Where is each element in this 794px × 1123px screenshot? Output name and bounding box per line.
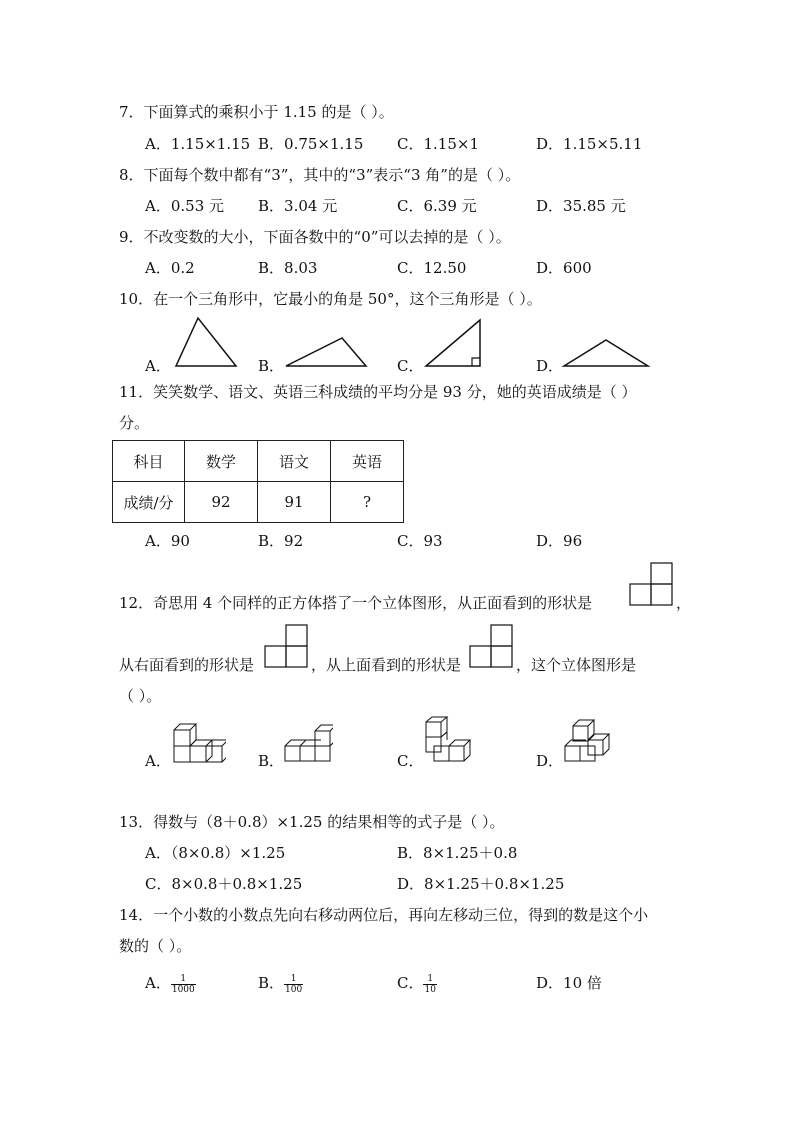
- q11-option-b: B．92: [258, 532, 304, 550]
- q12-front-view-icon: [629, 562, 675, 607]
- question-13-stem: 13．得数与（8＋0.8）×1.25 的结果相等的式子是（ ）。: [119, 813, 505, 831]
- table-cell-score-label: 成绩/分: [113, 482, 185, 523]
- q9-option-a: A．0.2: [145, 259, 195, 277]
- q9-option-b: B．8.03: [258, 259, 318, 277]
- table-cell-english-score: ?: [331, 482, 404, 523]
- q13-option-b: B．8×1.25＋0.8: [397, 844, 518, 862]
- q14-option-b-label: B．: [258, 974, 285, 992]
- q7-option-a: A．1.15×1.15: [145, 135, 251, 153]
- q7-option-d: D．1.15×5.11: [536, 135, 643, 153]
- q10-option-c: C．: [397, 357, 424, 375]
- q10-triangle-d: [560, 336, 654, 370]
- q10-triangle-c-right-angle: [422, 316, 488, 370]
- q12-cube-figure-b: [283, 716, 333, 766]
- q9-option-d: D．600: [536, 259, 592, 277]
- fraction-one-thousandth: $\frac{1}{1000}$: [171, 973, 195, 995]
- question-9-stem: 9．不改变数的大小，下面各数中的“0”可以去掉的是（ ）。: [119, 228, 511, 246]
- q14-option-b: [258, 973, 303, 995]
- q11-score-table: [112, 440, 404, 523]
- question-12-stem-line1-end: ，: [676, 594, 692, 612]
- q12-right-view-icon: [264, 624, 310, 669]
- question-7-stem: 7．下面算式的乘积小于 1.15 的是（ ）。: [119, 103, 394, 121]
- table-header-english: 英语: [331, 441, 404, 482]
- q7-option-c: C．1.15×1: [397, 135, 479, 153]
- q10-triangle-a: [172, 316, 242, 370]
- q14-option-a: [145, 973, 196, 995]
- table-header-chinese: 语文: [258, 441, 331, 482]
- q12-option-d: D．: [536, 752, 564, 770]
- question-10-stem: 10．在一个三角形中，它最小的角是 50°，这个三角形是（ ）。: [119, 290, 542, 308]
- table-row: [113, 482, 404, 523]
- q8-option-a: A．0.53 元: [145, 197, 224, 215]
- question-11-stem-line2: 分。: [119, 414, 150, 432]
- q12-cube-figure-d: [561, 716, 611, 766]
- q10-option-b: B．: [258, 357, 285, 375]
- q14-option-c: [397, 973, 437, 995]
- table-cell-chinese-score: 91: [258, 482, 331, 523]
- question-14-stem-line2: 数的（ ）。: [119, 937, 192, 955]
- question-14-stem-line1: 14．一个小数的小数点先向右移动两位后，再向左移动三位，得到的数是这个小: [119, 906, 649, 924]
- question-8-stem: 8．下面每个数中都有“3”，其中的“3”表示“3 角”的是（ ）。: [119, 166, 521, 184]
- q14-option-d: D．10 倍: [536, 974, 602, 992]
- q12-top-view-icon: [469, 624, 515, 669]
- q14-option-a-label: A．: [145, 974, 171, 992]
- fraction-one-tenth: $\frac{1}{10}$: [424, 973, 436, 995]
- q12-option-c: C．: [397, 752, 424, 770]
- q7-option-b: B．0.75×1.15: [258, 135, 364, 153]
- q8-option-c: C．6.39 元: [397, 197, 477, 215]
- question-12-stem-line3: （ ）。: [119, 687, 162, 705]
- q11-option-a: A．90: [145, 532, 190, 550]
- question-11-stem-line1: 11．笑笑数学、语文、英语三科成绩的平均分是 93 分，她的英语成绩是（ ）: [119, 383, 637, 401]
- q10-option-a: A．: [145, 357, 171, 375]
- q13-option-c: C．8×0.8＋0.8×1.25: [145, 875, 303, 893]
- q12-cube-figure-c: [422, 716, 472, 766]
- q12-cube-figure-a: [170, 718, 226, 766]
- q11-option-c: C．93: [397, 532, 443, 550]
- table-header-math: 数学: [185, 441, 258, 482]
- q8-option-b: B．3.04 元: [258, 197, 338, 215]
- fraction-one-hundredth: $\frac{1}{100}$: [285, 973, 303, 995]
- q13-option-a: A．（8×0.8）×1.25: [145, 844, 286, 862]
- question-12-stem-line2a: 从右面看到的形状是: [119, 656, 255, 674]
- q12-option-b: B．: [258, 752, 285, 770]
- question-12-stem-line2b: ，从上面看到的形状是: [311, 656, 462, 674]
- question-12-stem-line2c: ，这个立体图形是: [516, 656, 637, 674]
- table-row: [113, 441, 404, 482]
- table-header-subject: 科目: [113, 441, 185, 482]
- q10-option-d: D．: [536, 357, 564, 375]
- q13-option-d: D．8×1.25＋0.8×1.25: [397, 875, 565, 893]
- q8-option-d: D．35.85 元: [536, 197, 626, 215]
- q10-triangle-b: [282, 332, 372, 370]
- question-12-stem-line1: 12．奇思用 4 个同样的正方体搭了一个立体图形，从正面看到的形状是: [119, 594, 593, 612]
- table-cell-math-score: 92: [185, 482, 258, 523]
- q12-option-a: A．: [145, 752, 171, 770]
- q14-option-c-label: C．: [397, 974, 424, 992]
- q9-option-c: C．12.50: [397, 259, 467, 277]
- q11-option-d: D．96: [536, 532, 583, 550]
